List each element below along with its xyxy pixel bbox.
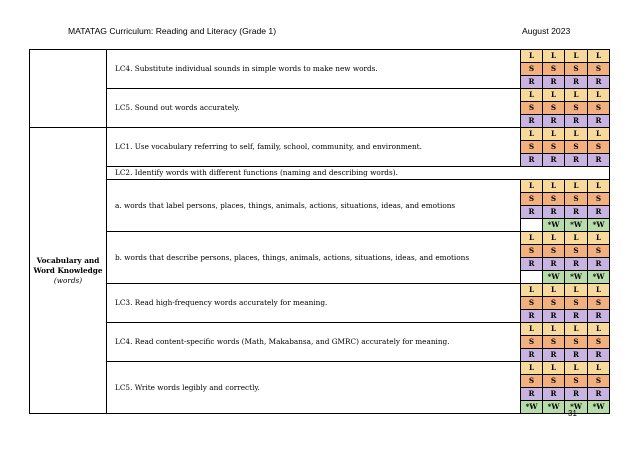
grade-code-cell: L	[521, 232, 543, 245]
grade-code-cell: L	[588, 232, 610, 245]
grade-code-cell: L	[543, 362, 565, 375]
grade-code-cell: L	[565, 232, 588, 245]
grade-code-cell: S	[565, 102, 588, 115]
grade-code-cell: S	[521, 245, 543, 258]
grade-code-cell: S	[588, 375, 610, 388]
grade-code-cell: L	[565, 180, 588, 193]
competency-text: LC1. Use vocabulary referring to self, family, school, community, and environment.	[107, 128, 521, 167]
grade-code-cell: S	[521, 141, 543, 154]
table-row	[30, 362, 610, 375]
grade-code-cell: L	[588, 128, 610, 141]
grade-code-cell: S	[543, 336, 565, 349]
grade-code-cell: L	[588, 180, 610, 193]
grade-code-cell: L	[543, 50, 565, 63]
table-row	[30, 323, 610, 336]
grade-code-cell: L	[543, 89, 565, 102]
grade-code-cell: *W	[588, 271, 610, 284]
grade-code-cell: S	[588, 297, 610, 310]
grade-code-cell: L	[521, 180, 543, 193]
competency-text: LC4. Read content-specific words (Math, Makabansa, and GMRC) accurately for meaning.	[107, 323, 521, 362]
grade-code-cell: R	[588, 258, 610, 271]
grade-code-cell: L	[565, 362, 588, 375]
grade-code-cell: *W	[565, 219, 588, 232]
grade-code-cell: S	[543, 297, 565, 310]
category-cell	[30, 128, 107, 414]
grade-code-cell: S	[543, 245, 565, 258]
grade-code-cell: R	[588, 349, 610, 362]
grade-code-cell: S	[588, 102, 610, 115]
table-row	[30, 128, 610, 141]
grade-code-cell: *W	[543, 401, 565, 414]
grade-code-cell: S	[521, 63, 543, 76]
table-row	[30, 89, 610, 102]
competency-text: b. words that describe persons, places, things, animals, actions, situations, ideas, and emotions	[107, 232, 521, 284]
grade-code-cell: R	[521, 154, 543, 167]
grade-code-cell: R	[588, 206, 610, 219]
grade-code-cell: L	[521, 362, 543, 375]
grade-code-cell: R	[588, 76, 610, 89]
grade-code-cell: L	[543, 232, 565, 245]
grade-code-cell: R	[521, 76, 543, 89]
grade-code-cell: L	[588, 50, 610, 63]
category-title: Vocabulary and Word Knowledge	[33, 255, 103, 275]
grade-code-cell: R	[565, 154, 588, 167]
grade-code-cell: R	[588, 115, 610, 128]
competency-text: LC4. Substitute individual sounds in simple words to make new words.	[107, 50, 521, 89]
grade-code-cell: L	[543, 180, 565, 193]
grade-code-cell: L	[565, 323, 588, 336]
grade-code-cell: R	[565, 115, 588, 128]
grade-code-cell: R	[565, 76, 588, 89]
grade-code-cell: S	[565, 336, 588, 349]
grade-code-cell: R	[588, 310, 610, 323]
grade-code-cell: L	[521, 128, 543, 141]
grade-code-cell: S	[543, 63, 565, 76]
grade-code-cell: L	[588, 323, 610, 336]
grade-code-cell: S	[565, 141, 588, 154]
grade-code-cell: L	[543, 284, 565, 297]
table-row	[30, 284, 610, 297]
grade-code-cell: R	[543, 206, 565, 219]
grade-code-cell: R	[588, 154, 610, 167]
grade-code-cell: L	[565, 50, 588, 63]
empty-grade-cell	[521, 271, 543, 284]
grade-code-cell: R	[521, 388, 543, 401]
empty-grade-cell	[521, 219, 543, 232]
grade-code-cell: S	[565, 297, 588, 310]
grade-code-cell: L	[588, 89, 610, 102]
grade-code-cell: R	[543, 76, 565, 89]
competency-text: LC5. Sound out words accurately.	[107, 89, 521, 128]
grade-code-cell: *W	[543, 219, 565, 232]
competency-table-body	[30, 50, 610, 414]
grade-code-cell: L	[565, 128, 588, 141]
grade-code-cell: L	[543, 128, 565, 141]
grade-code-cell: *W	[565, 271, 588, 284]
grade-code-cell: R	[543, 388, 565, 401]
page-number: 31	[568, 409, 577, 418]
grade-code-cell: R	[543, 258, 565, 271]
category-cell	[30, 50, 107, 128]
competency-text: a. words that label persons, places, things, animals, actions, situations, ideas, and emotions	[107, 180, 521, 232]
competency-text: LC5. Write words legibly and correctly.	[107, 362, 521, 414]
grade-code-cell: S	[521, 102, 543, 115]
grade-code-cell: S	[543, 193, 565, 206]
grade-code-cell: L	[565, 89, 588, 102]
grade-code-cell: S	[565, 193, 588, 206]
grade-code-cell: R	[565, 388, 588, 401]
grade-code-cell: *W	[588, 219, 610, 232]
grade-code-cell: L	[588, 362, 610, 375]
table-row	[30, 167, 610, 180]
competency-table	[29, 49, 610, 414]
grade-code-cell: L	[521, 89, 543, 102]
grade-code-cell: R	[565, 349, 588, 362]
grade-code-cell: S	[521, 375, 543, 388]
grade-code-cell: R	[543, 310, 565, 323]
grade-code-cell: L	[521, 284, 543, 297]
grade-code-cell: R	[521, 115, 543, 128]
grade-code-cell: R	[521, 349, 543, 362]
grade-code-cell: S	[588, 245, 610, 258]
grade-code-cell: S	[543, 141, 565, 154]
grade-code-cell: R	[588, 388, 610, 401]
grade-code-cell: *W	[565, 401, 588, 414]
grade-code-cell: R	[521, 310, 543, 323]
table-row	[30, 232, 610, 245]
competency-text: LC3. Read high-frequency words accurately for meaning.	[107, 284, 521, 323]
grade-code-cell: L	[565, 284, 588, 297]
grade-code-cell: S	[543, 375, 565, 388]
grade-code-cell: S	[588, 336, 610, 349]
grade-code-cell: L	[543, 323, 565, 336]
grade-code-cell: S	[521, 297, 543, 310]
grade-code-cell: *W	[543, 271, 565, 284]
grade-code-cell: S	[521, 193, 543, 206]
category-subtitle: (words)	[53, 275, 83, 285]
competency-text: LC2. Identify words with different functions (naming and describing words).	[107, 167, 610, 180]
grade-code-cell: S	[521, 336, 543, 349]
grade-code-cell: S	[588, 193, 610, 206]
grade-code-cell: *W	[588, 401, 610, 414]
grade-code-cell: S	[588, 63, 610, 76]
grade-code-cell: R	[521, 258, 543, 271]
grade-code-cell: L	[521, 50, 543, 63]
grade-code-cell: L	[521, 323, 543, 336]
grade-code-cell: R	[543, 115, 565, 128]
grade-code-cell: S	[565, 245, 588, 258]
grade-code-cell: R	[543, 154, 565, 167]
grade-code-cell: R	[565, 258, 588, 271]
grade-code-cell: *W	[521, 401, 543, 414]
grade-code-cell: R	[565, 310, 588, 323]
grade-code-cell: R	[543, 349, 565, 362]
grade-code-cell: R	[521, 206, 543, 219]
document-header-title: MATATAG Curriculum: Reading and Literacy (Grade 1)	[68, 26, 277, 36]
grade-code-cell: S	[565, 375, 588, 388]
document-header-date: August 2023	[522, 26, 571, 36]
table-row	[30, 180, 610, 193]
grade-code-cell: S	[565, 63, 588, 76]
grade-code-cell: S	[543, 102, 565, 115]
table-row	[30, 50, 610, 63]
grade-code-cell: R	[565, 206, 588, 219]
grade-code-cell: L	[588, 284, 610, 297]
grade-code-cell: S	[588, 141, 610, 154]
